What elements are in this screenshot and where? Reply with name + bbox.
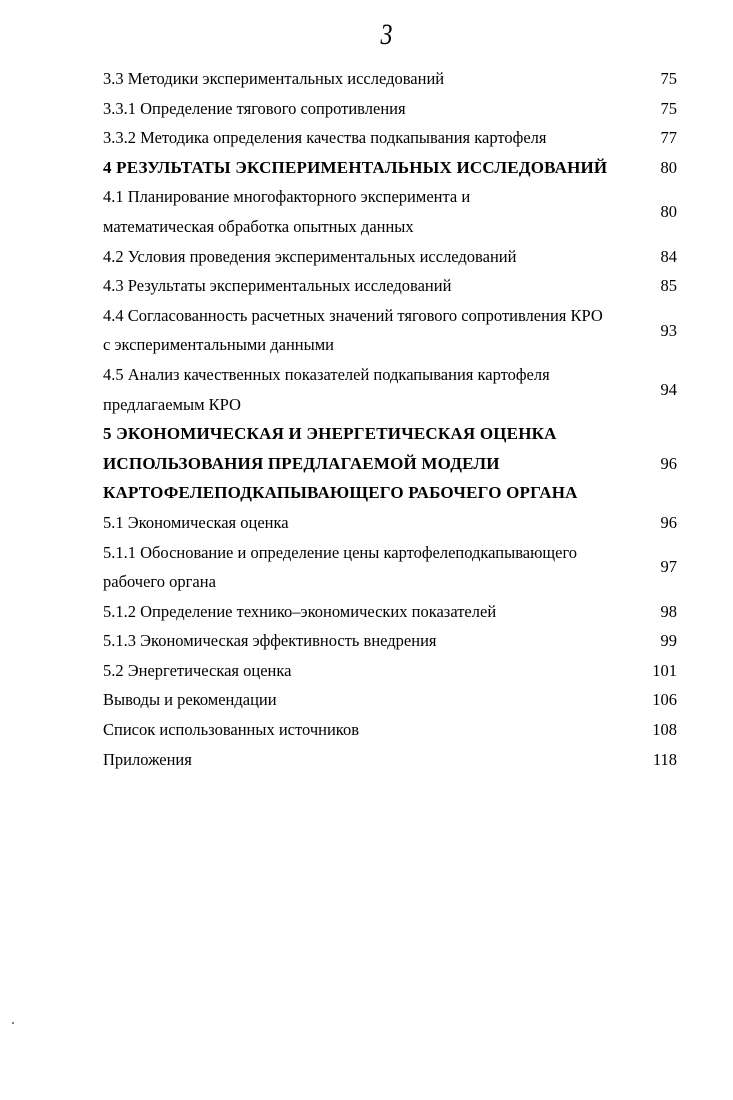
toc-entry-page: 93 [660, 320, 677, 340]
toc-entry [103, 626, 683, 656]
toc-entry-title [103, 626, 641, 656]
toc-entry-title [103, 419, 641, 508]
toc-entry [103, 745, 683, 775]
toc-entry-title [103, 182, 641, 241]
toc-entry [103, 153, 683, 183]
toc-entry-title-line: 4.5 Анализ качественных показателей подкапывания картофеля [103, 364, 550, 384]
toc-entry-title-line: 5.1.1 Обоснование и определение цены картофелеподкапывающего [103, 542, 578, 562]
toc-entry-title [103, 715, 641, 745]
toc-entry-title [103, 360, 641, 419]
toc-entry-title-line: предлагаемым КРО [103, 394, 241, 414]
toc-entry-title [103, 153, 641, 183]
toc-entry-title [103, 242, 641, 272]
toc-entry-title [103, 685, 641, 715]
toc-entry [103, 685, 683, 715]
toc-entry-title-line: Список использованных источников [103, 720, 359, 740]
toc-entry [103, 419, 683, 508]
toc-entry-page: 96 [660, 512, 677, 532]
toc-entry-title [103, 271, 641, 301]
toc-entry-title [103, 123, 641, 153]
toc-entry-title-line: Приложения [103, 749, 192, 769]
toc-entry-page: 101 [652, 660, 677, 680]
toc-entry-title-line: КАРТОФЕЛЕПОДКАПЫВАЮЩЕГО РАБОЧЕГО ОРГАНА [103, 483, 578, 503]
toc-entry-title-line: 5.1.2 Определение технико–экономических показателей [103, 601, 497, 621]
toc-entry-title [103, 597, 641, 627]
scan-speck [12, 1022, 14, 1024]
toc-entry [103, 94, 683, 124]
toc-entry-page: 99 [660, 631, 677, 651]
toc-entry-title-line: Выводы и рекомендации [103, 690, 277, 710]
toc-entry-title [103, 538, 641, 597]
toc-entry-title [103, 94, 641, 124]
toc-entry-title-line: 5.2 Энергетическая оценка [103, 660, 292, 680]
toc-entry-page: 80 [660, 202, 677, 222]
toc-entry-page: 85 [660, 276, 677, 296]
toc-entry-title-line: 4.2 Условия проведения экспериментальных исследований [103, 246, 517, 266]
toc-entry-page: 97 [660, 557, 677, 577]
toc-entry [103, 538, 683, 597]
toc-entry-title-line: рабочего органа [103, 572, 216, 592]
toc-entry-title-line: 4.4 Согласованность расчетных значений тягового сопротивления КРО [103, 305, 603, 325]
toc-entry-page: 118 [652, 749, 677, 769]
toc-entry [103, 656, 683, 686]
toc-entry [103, 715, 683, 745]
toc-entry-title-line: 3.3 Методики экспериментальных исследований [103, 69, 445, 88]
toc-entry [103, 64, 683, 94]
toc-entry-page: 98 [660, 601, 677, 621]
table-of-contents [103, 64, 683, 774]
toc-entry-page: 94 [660, 379, 677, 399]
toc-entry [103, 301, 683, 360]
toc-entry-title [103, 64, 641, 94]
toc-entry [103, 360, 683, 419]
toc-entry [103, 597, 683, 627]
toc-entry-title [103, 508, 641, 538]
toc-entry-title-line: математическая обработка опытных данных [103, 216, 414, 236]
toc-entry-title-line: 4 РЕЗУЛЬТАТЫ ЭКСПЕРИМЕНТАЛЬНЫХ ИССЛЕДОВАНИЙ [103, 157, 608, 177]
toc-entry-title [103, 745, 641, 775]
toc-entry-title [103, 301, 641, 360]
toc-entry-page: 77 [660, 128, 677, 148]
toc-entry-page: 96 [660, 453, 677, 473]
toc-entry [103, 271, 683, 301]
toc-entry-title [103, 656, 641, 686]
toc-entry-title-line: 5.1 Экономическая оценка [103, 512, 289, 532]
toc-entry [103, 182, 683, 241]
toc-entry-page: 84 [660, 246, 677, 266]
toc-entry-title-line: 3.3.1 Определение тягового сопротивления [103, 98, 406, 118]
toc-entry [103, 508, 683, 538]
toc-entry-title-line: 4.3 Результаты экспериментальных исследований [103, 276, 452, 296]
toc-entry-title-line: 4.1 Планирование многофакторного эксперимента и [103, 187, 471, 207]
toc-entry-title-line: ИСПОЛЬЗОВАНИЯ ПРЕДЛАГАЕМОЙ МОДЕЛИ [103, 453, 500, 473]
toc-entry-title-line: 5 ЭКОНОМИЧЕСКАЯ И ЭНЕРГЕТИЧЕСКАЯ ОЦЕНКА [103, 424, 557, 444]
toc-entry-page: 106 [652, 690, 677, 710]
toc-entry-title-line: с экспериментальными данными [103, 335, 334, 355]
toc-entry-title-line: 5.1.3 Экономическая эффективность внедрения [103, 631, 437, 651]
toc-entry-page: 108 [652, 720, 677, 740]
page-number: 3 [380, 18, 393, 51]
toc-entry-page: 80 [660, 157, 677, 177]
toc-entry [103, 242, 683, 272]
toc-entry-page: 75 [660, 98, 677, 118]
toc-entry-title-line: 3.3.2 Методика определения качества подкапывания картофеля [103, 128, 547, 148]
toc-entry [103, 123, 683, 153]
toc-entry-page: 75 [660, 69, 677, 88]
